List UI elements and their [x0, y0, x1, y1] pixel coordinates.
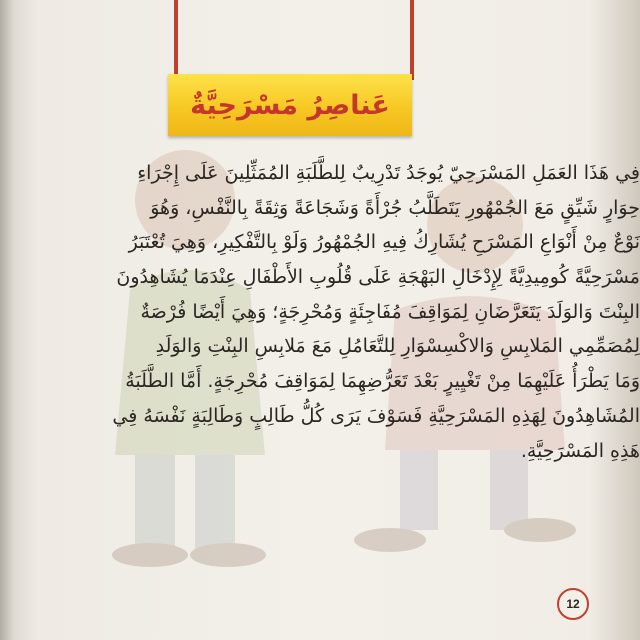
page-number: 12 [557, 588, 589, 620]
child-left-shoe [190, 543, 266, 567]
child-right-shoe [504, 518, 576, 542]
text-line: البِنْتَ وَالوَلَدَ يَتَعَرَّضَانِ لِمَوَاقِفَ مُفَاجِئَةٍ وَمُحْرِجَةٍ؛ وَهِيَ أَيْضًا فُرْصَةٌ [140, 300, 640, 323]
child-left-shoe [112, 543, 188, 567]
child-right-shoe [354, 528, 426, 552]
text-line: نَوْعٌ مِنْ أَنْوَاعِ المَسْرَحِ يُشَارِكُ فِيهِ الجُمْهُورُ وَلَوْ بِالتَّفْكِيرِ، وَهِيَ تُعْتَبَرُ [128, 231, 640, 254]
page-title: عَناصِرُ مَسْرَحِيَّةٌ [190, 89, 390, 121]
text-line: المُشَاهِدُونَ لِهَذِهِ المَسْرَحِيَّةِ فَسَوْفَ يَرَى كُلُّ طَالِبٍ وَطَالِبَةٍ نَفْسَهُ فِي [112, 404, 640, 427]
banner-cord-left [174, 0, 178, 80]
child-left-leg [135, 455, 175, 550]
text-line: فِي هَذَا العَمَلِ المَسْرَحِيّ يُوجَدُ تَدْرِيبٌ لِلطَّلَبَةِ المُمَثِّلِينَ عَلَى إِجْرَاءِ [137, 162, 640, 184]
text-line: مَسْرَحِيَّةً كُومِيدِيَّةً لِإِدْخَالِ البَهْجَةِ عَلَى قُلُوبِ الأَطْفَالِ عِنْدَمَا يُشَاهِدُونَ [116, 266, 640, 289]
text-line: لِمُصَمِّمِي المَلابِسِ وَالاكْسِسْوَارِ لِلتَّعَامُلِ مَعَ مَلابِسِ البِنْتِ وَالوَلَدِ [155, 335, 640, 358]
text-line: هَذِهِ المَسْرَحِيَّةِ. [520, 439, 640, 462]
title-banner [168, 74, 412, 136]
text-line: حِوَارٍ شَيِّقٍ مَعَ الجُمْهُورِ يَتَطَلَّبُ جُرْأَةً وَشَجَاعَةً وَثِقَةً بِالنَّفْسِ، وَهُوَ [150, 196, 640, 219]
banner-cord-right [410, 0, 414, 80]
body-paragraph [100, 156, 640, 468]
child-left-leg [195, 455, 235, 550]
text-line: وَمَا يَطْرَأُ عَلَيْهِمَا مِنْ تَغْيِيرٍ بَعْدَ تَعَرُّضِهِمَا لِمَوَاقِفَ مُحْرِجَةٍ. أَمَّا الطَّلَبَةُ [125, 370, 640, 393]
